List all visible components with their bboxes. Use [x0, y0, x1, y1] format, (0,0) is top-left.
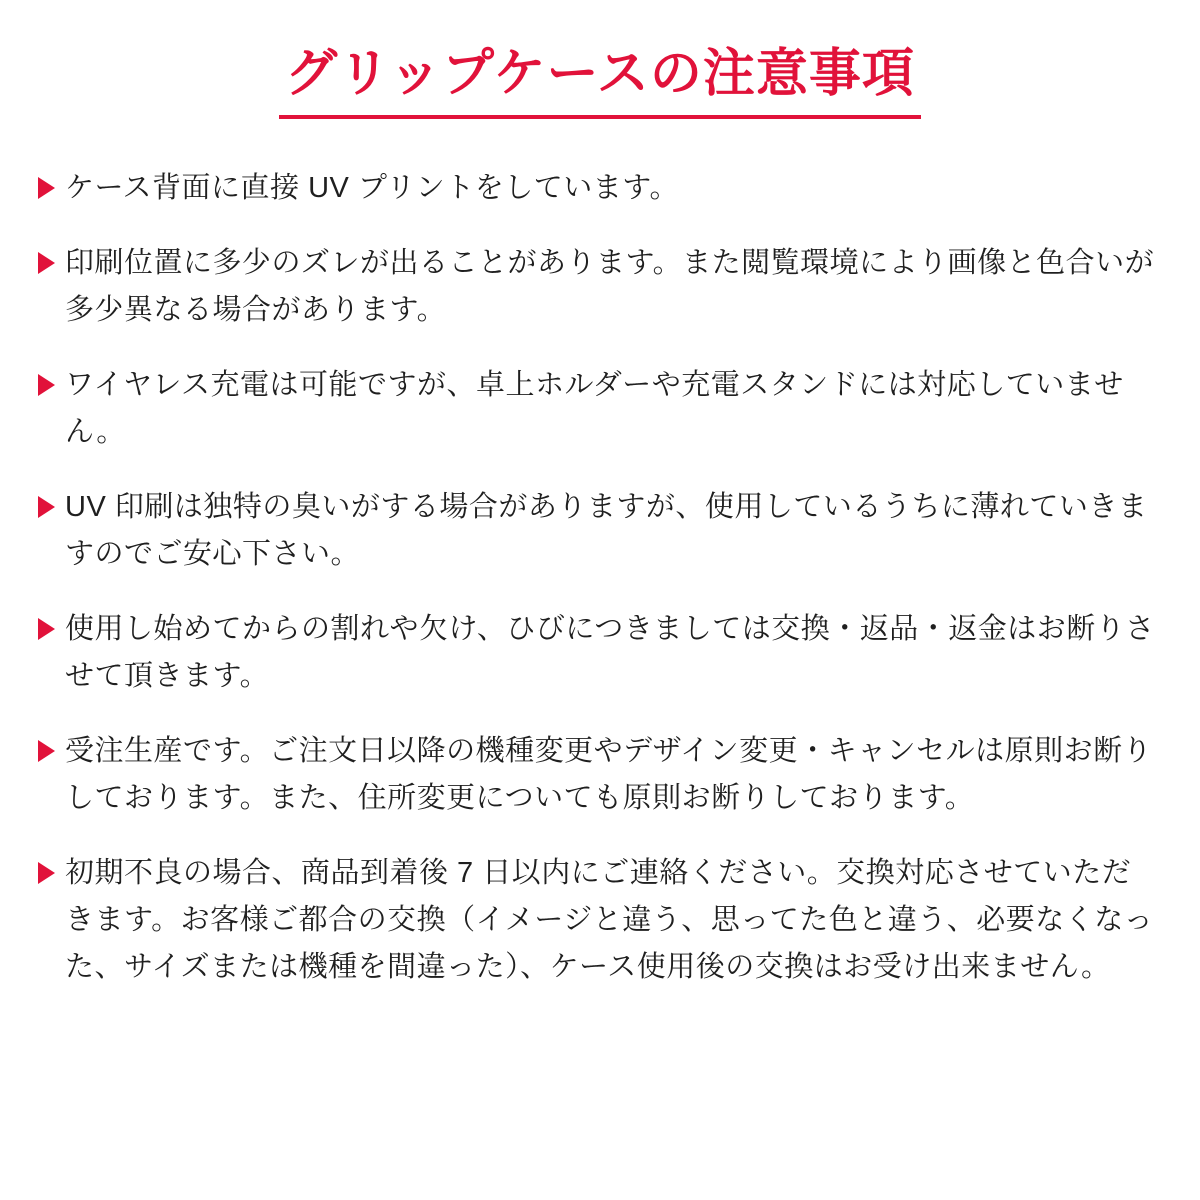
triangle-right-icon [38, 252, 55, 274]
notice-item [38, 850, 1156, 991]
notice-text: 初期不良の場合、商品到着後 7 日以内にご連絡ください。交換対応させていただきます。お客様ご都合の交換（イメージと違う、思ってた色と違う、必要なくなった、サイズまたは機種を間違った）、ケース使用後の交換はお受け出来ません。 [65, 857, 1154, 983]
notice-item [38, 165, 1156, 212]
triangle-right-icon [38, 177, 55, 199]
notice-text: 受注生産です。ご注文日以降の機種変更やデザイン変更・キャンセルは原則お断りしております。また、住所変更についても原則お断りしております。 [65, 735, 1153, 814]
notice-text: ケース背面に直接 UV プリントをしています。 [65, 172, 679, 204]
page-title: グリップケースの注意事項 [279, 42, 921, 119]
notice-item [38, 606, 1156, 700]
notice-item [38, 484, 1156, 578]
triangle-right-icon [38, 740, 55, 762]
page-header [0, 42, 1200, 119]
triangle-right-icon [38, 862, 55, 884]
notice-item [38, 362, 1156, 456]
notice-item [38, 728, 1156, 822]
triangle-right-icon [38, 618, 55, 640]
notice-text: 使用し始めてからの割れや欠け、ひびにつきましては交換・返品・返金はお断りさせて頂きます。 [65, 613, 1155, 692]
notice-list [0, 165, 1200, 991]
triangle-right-icon [38, 374, 55, 396]
triangle-right-icon [38, 496, 55, 518]
notice-text: 印刷位置に多少のズレが出ることがあります。また閲覧環境により画像と色合いが多少異なる場合があります。 [65, 247, 1155, 326]
notice-text: UV 印刷は独特の臭いがする場合がありますが、使用しているうちに薄れていきますのでご安心下さい。 [65, 491, 1148, 570]
notice-item [38, 240, 1156, 334]
notice-text: ワイヤレス充電は可能ですが、卓上ホルダーや充電スタンドには対応していません。 [65, 369, 1124, 448]
